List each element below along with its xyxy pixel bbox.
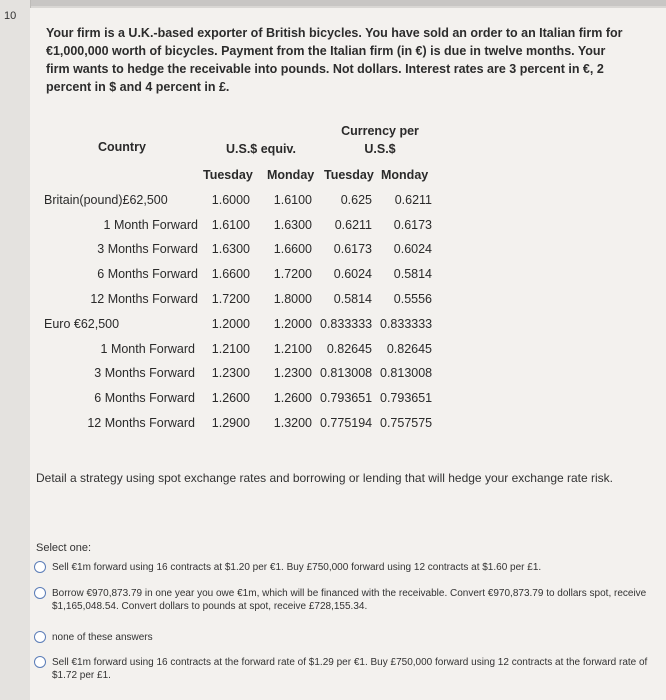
subheader-tuesday-curr: Tuesday xyxy=(324,168,374,182)
row-value: 1.7200 xyxy=(273,267,312,281)
row-value: 1.2100 xyxy=(211,342,250,356)
row-value: 0.6173 xyxy=(393,218,432,232)
radio-button[interactable] xyxy=(34,587,46,599)
row-value: 0.6024 xyxy=(393,242,432,256)
row-value: 0.82645 xyxy=(386,342,432,356)
row-label: 1 Month Forward xyxy=(100,342,195,356)
row-value: 1.6600 xyxy=(273,242,312,256)
row-label: 6 Months Forward xyxy=(94,391,195,405)
header-usd-equiv: U.S.$ equiv. xyxy=(226,142,296,156)
answer-option-text: Sell €1m forward using 16 contracts at the forward rate of $1.29 per €1. Buy £750,000 forward using 12 contracts at the forward rate of $1.72 per £1. xyxy=(52,657,648,681)
row-label: Euro €62,500 xyxy=(44,317,120,331)
row-value: 0.793651 xyxy=(380,391,433,405)
row-value: 1.3200 xyxy=(273,416,312,430)
row-value: 1.2300 xyxy=(211,366,250,380)
row-value: 1.6100 xyxy=(211,218,250,232)
answer-option-text: Borrow €970,873.79 in one year you owe €1m, which will be financed with the receivable. Convert €970,873.79 to dollars spot, receive $1,165,048.54. Convert dollars to pounds at spot, receive £728,155.34. xyxy=(52,588,647,612)
row-label: 12 Months Forward xyxy=(87,416,195,430)
row-value: 1.2600 xyxy=(211,391,250,405)
header-country: Country xyxy=(98,140,146,154)
radio-button[interactable] xyxy=(34,561,46,573)
row-label: Britain(pound)£62,500 xyxy=(44,193,168,207)
instruction-text: Detail a strategy using spot exchange rates and borrowing or lending that will hedge your exchange rate risk. xyxy=(36,471,614,485)
subheader-tuesday-usd: Tuesday xyxy=(203,168,253,182)
radio-button[interactable] xyxy=(34,656,46,668)
question-card xyxy=(30,8,666,700)
row-label: 3 Months Forward xyxy=(97,242,198,256)
row-value: 1.2000 xyxy=(273,317,312,331)
row-label: 6 Months Forward xyxy=(97,267,198,281)
row-label: 12 Months Forward xyxy=(90,292,198,306)
row-value: 0.5814 xyxy=(393,267,432,281)
row-value: 1.6300 xyxy=(273,218,312,232)
row-value: 0.833333 xyxy=(320,317,373,331)
row-value: 0.6211 xyxy=(334,218,372,232)
row-value: 1.2900 xyxy=(211,416,250,430)
row-value: 0.625 xyxy=(340,193,372,207)
row-value: 1.7200 xyxy=(211,292,250,306)
row-value: 0.793651 xyxy=(320,391,373,405)
row-value: 0.6211 xyxy=(394,193,432,207)
row-value: 1.2100 xyxy=(273,342,312,356)
exchange-rate-table xyxy=(30,8,666,448)
row-value: 0.813008 xyxy=(380,366,433,380)
row-label: 1 Month Forward xyxy=(103,218,198,232)
header-currency-per-line1: Currency per xyxy=(341,124,419,138)
question-info-column xyxy=(0,0,31,700)
select-one-label: Select one: xyxy=(36,542,92,554)
row-value: 0.6173 xyxy=(333,242,372,256)
header-currency-per-line2: U.S.$ xyxy=(364,142,396,156)
row-value: 1.2300 xyxy=(273,366,312,380)
row-value: 0.6024 xyxy=(333,267,372,281)
row-value: 0.82645 xyxy=(326,342,372,356)
row-value: 0.813008 xyxy=(320,366,373,380)
row-value: 0.5814 xyxy=(333,292,372,306)
row-value: 0.775194 xyxy=(320,416,373,430)
row-value: 0.833333 xyxy=(380,317,433,331)
row-value: 0.757575 xyxy=(380,416,433,430)
question-number: 10 xyxy=(4,10,17,22)
row-value: 1.8000 xyxy=(273,292,312,306)
row-value: 1.6300 xyxy=(211,242,250,256)
row-value: 1.6100 xyxy=(273,193,312,207)
row-label: 3 Months Forward xyxy=(94,366,195,380)
row-value: 1.6600 xyxy=(211,267,250,281)
radio-button[interactable] xyxy=(34,631,46,643)
row-value: 1.2000 xyxy=(211,317,250,331)
answer-option-text: Sell €1m forward using 16 contracts at $1.20 per €1. Buy £750,000 forward using 12 contracts at $1.60 per £1. xyxy=(52,562,542,573)
row-value: 0.5556 xyxy=(393,292,432,306)
question-text: Your firm is a U.K.-based exporter of British bicycles. You have sold an order to an Italian firm for €1,000,000 worth of bicycles. Payment from the Italian firm (in €) is due in twelve months. Your firm wants to hedge the receivable into pounds. Not dollars. Interest rates are 3 percent in €, 2 percent in $ and 4 percent in £. xyxy=(46,26,623,94)
row-value: 1.6000 xyxy=(211,193,250,207)
subheader-monday-curr: Monday xyxy=(381,168,429,182)
browser-top-strip xyxy=(0,0,666,6)
row-value: 1.2600 xyxy=(273,391,312,405)
subheader-monday-usd: Monday xyxy=(267,168,315,182)
answer-option-text: none of these answers xyxy=(52,632,153,643)
